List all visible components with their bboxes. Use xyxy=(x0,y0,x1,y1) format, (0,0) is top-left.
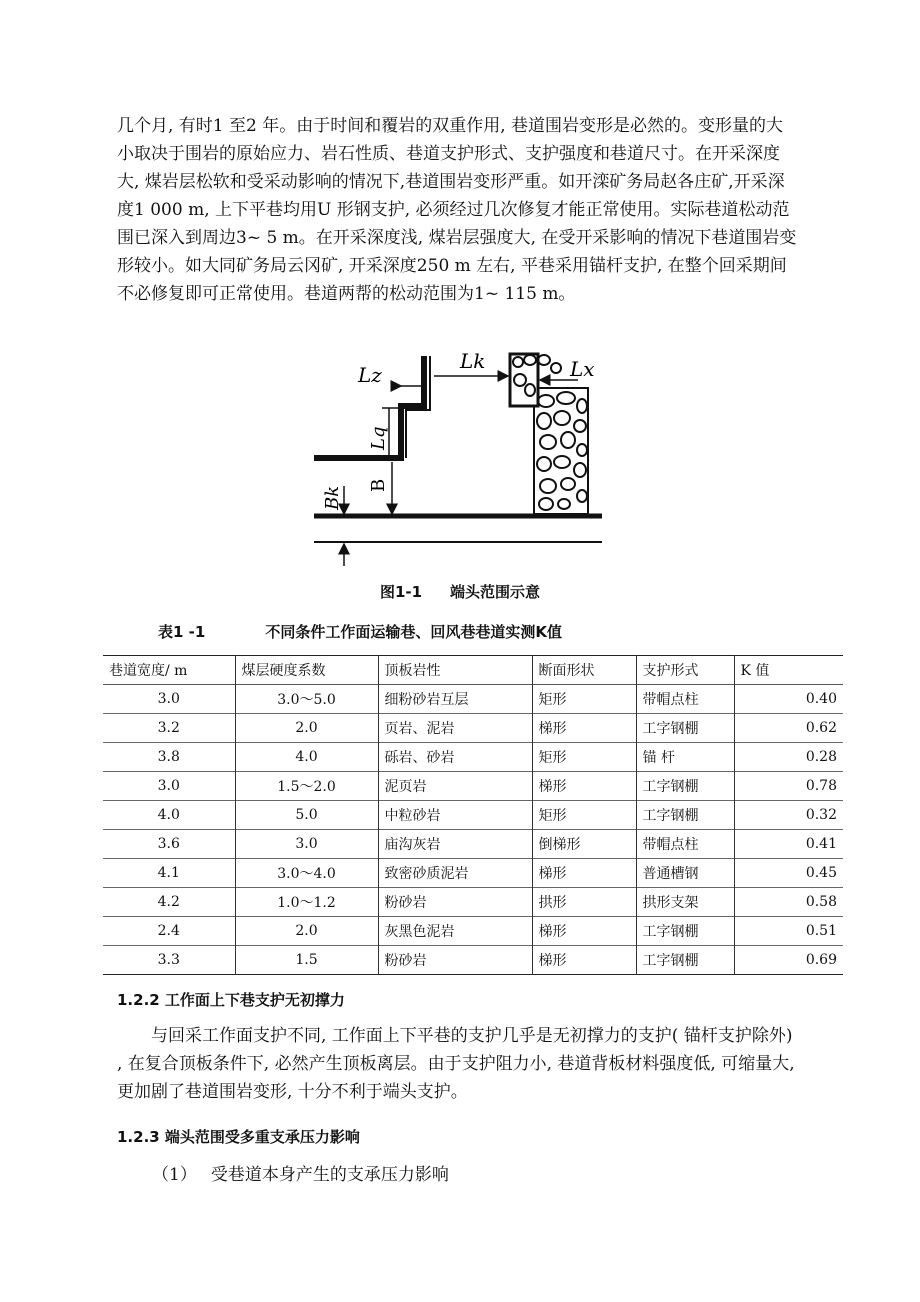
figure-number: 图1-1 xyxy=(379,583,423,601)
cell-support: 工字钢棚 xyxy=(636,917,734,946)
cell-roof-rock: 灰黑色泥岩 xyxy=(378,917,532,946)
table-row xyxy=(103,743,843,772)
cell-shape: 拱形 xyxy=(532,888,636,917)
cell-k: 0.78 xyxy=(734,772,843,801)
cell-shape: 梯形 xyxy=(532,859,636,888)
cell-roof-rock: 砾岩、砂岩 xyxy=(378,743,532,772)
cell-hardness: 3.0～5.0 xyxy=(235,685,378,714)
cell-k: 0.69 xyxy=(734,946,843,975)
cell-support: 工字钢棚 xyxy=(636,946,734,975)
table-row xyxy=(103,946,843,975)
cell-k: 0.45 xyxy=(734,859,843,888)
cell-hardness: 5.0 xyxy=(235,801,378,830)
cell-k: 0.40 xyxy=(734,685,843,714)
cell-width: 4.2 xyxy=(157,894,180,910)
cell-k: 0.51 xyxy=(734,917,843,946)
table-row xyxy=(103,772,843,801)
cell-support: 普通槽钢 xyxy=(636,859,734,888)
section-heading-1-2-3: 1.2.3 端头范围受多重支承压力影响 xyxy=(117,1128,360,1146)
cell-shape: 矩形 xyxy=(532,685,636,714)
header-k-value: K 值 xyxy=(734,656,843,685)
cell-width: 3.2 xyxy=(157,720,180,736)
table-header-row xyxy=(103,656,843,685)
cell-support: 锚 杆 xyxy=(636,743,734,772)
table-row xyxy=(103,685,843,714)
cell-shape: 倒梯形 xyxy=(532,830,636,859)
cell-hardness: 1.0～1.2 xyxy=(235,888,378,917)
cell-roof-rock: 庙沟灰岩 xyxy=(378,830,532,859)
k-value-table xyxy=(103,655,843,975)
cell-shape: 梯形 xyxy=(532,772,636,801)
list-item-number: （1） xyxy=(152,1165,197,1185)
cell-width: 3.3 xyxy=(157,952,180,968)
cell-shape: 矩形 xyxy=(532,743,636,772)
table-row xyxy=(103,714,843,743)
cell-width: 2.4 xyxy=(157,923,180,939)
cell-roof-rock: 页岩、泥岩 xyxy=(378,714,532,743)
cell-shape: 梯形 xyxy=(532,714,636,743)
label-b: B xyxy=(368,478,389,492)
table-number: 表1 -1 xyxy=(158,623,206,641)
cell-k: 0.32 xyxy=(734,801,843,830)
cell-roof-rock: 细粉砂岩互层 xyxy=(378,685,532,714)
cell-support: 带帽点柱 xyxy=(636,685,734,714)
figure-title: 端头范围示意 xyxy=(450,583,541,601)
cell-hardness: 1.5～2.0 xyxy=(235,772,378,801)
section-1-2-2-paragraph: 与回采工作面支护不同, 工作面上下平巷的支护几乎是无初撑力的支护( 锚杆支护除外) , 在复合顶板条件下, 必然产生顶板离层。由于支护阻力小, 巷道背板材料强度低, 可缩量大, 更加剧了巷道围岩变形, 十分不利于端头支护。 xyxy=(117,1026,795,1102)
list-item-text: 受巷道本身产生的支承压力影响 xyxy=(210,1165,449,1185)
cell-roof-rock: 致密砂质泥岩 xyxy=(378,859,532,888)
table-row xyxy=(103,888,843,917)
table-row xyxy=(103,859,843,888)
cell-width: 3.0 xyxy=(157,691,180,707)
label-lx: Lx xyxy=(570,357,595,381)
table-row xyxy=(103,801,843,830)
cell-width: 3.0 xyxy=(157,778,180,794)
cell-width: 4.0 xyxy=(157,807,180,823)
cell-k: 0.28 xyxy=(734,743,843,772)
cell-hardness: 2.0 xyxy=(235,714,378,743)
header-width: 巷道宽度/ m xyxy=(109,663,188,679)
cell-support: 工字钢棚 xyxy=(636,714,734,743)
cell-roof-rock: 中粒砂岩 xyxy=(378,801,532,830)
cell-k: 0.58 xyxy=(734,888,843,917)
figure-caption xyxy=(0,581,920,602)
cell-shape: 矩形 xyxy=(532,801,636,830)
label-lk: Lk xyxy=(460,349,486,373)
body-paragraph: 几个月, 有时1 至2 年。由于时间和覆岩的双重作用, 巷道围岩变形是必然的。变形量的大小取决于围岩的原始应力、岩石性质、巷道支护形式、支护强度和巷道尺寸。在开采深度大, 煤岩层松软和受采动影响的情况下,巷道围岩变形严重。如开滦矿务局赵各庄矿,开采深度1 000 m, 上下平巷均用U 形钢支护, 必须经过几次修复才能正常使用。实际巷道松动范围已深入到周边3~ 5 m。在开采深度浅, 煤岩层强度大, 在受开采影响的情况下巷道围岩变形较小。如大同矿务局云冈矿, 开采深度250 m 左右, 平巷采用锚杆支护, 在整个回采期间不必修复即可正常使用。巷道两帮的松动范围为1~ 115 m。 xyxy=(117,116,797,304)
header-section-shape: 断面形状 xyxy=(532,656,636,685)
cell-roof-rock: 泥页岩 xyxy=(378,772,532,801)
section-heading-1-2-2: 1.2.2 工作面上下巷支护无初撑力 xyxy=(117,991,345,1009)
end-area-diagram xyxy=(306,346,606,574)
label-lz: Lz xyxy=(358,363,382,387)
cell-hardness: 4.0 xyxy=(235,743,378,772)
cell-k: 0.41 xyxy=(734,830,843,859)
header-roof-rock: 顶板岩性 xyxy=(378,656,532,685)
cell-support: 工字钢棚 xyxy=(636,772,734,801)
cell-width: 3.6 xyxy=(157,836,180,852)
cell-shape: 梯形 xyxy=(532,917,636,946)
cell-hardness: 2.0 xyxy=(235,917,378,946)
cell-support: 拱形支架 xyxy=(636,888,734,917)
cell-hardness: 3.0～4.0 xyxy=(235,859,378,888)
cell-width: 3.8 xyxy=(157,749,180,765)
cell-roof-rock: 粉砂岩 xyxy=(378,946,532,975)
table-row xyxy=(103,917,843,946)
cell-hardness: 3.0 xyxy=(235,830,378,859)
label-lq: Lq xyxy=(368,426,389,450)
header-hardness: 煤层硬度系数 xyxy=(235,656,378,685)
table-title: 不同条件工作面运输巷、回风巷巷道实测K值 xyxy=(265,623,562,641)
table-caption xyxy=(158,621,562,642)
label-bk: Bk xyxy=(322,485,343,510)
cell-support: 工字钢棚 xyxy=(636,801,734,830)
cell-shape: 梯形 xyxy=(532,946,636,975)
cell-roof-rock: 粉砂岩 xyxy=(378,888,532,917)
cell-hardness: 1.5 xyxy=(235,946,378,975)
cell-support: 带帽点柱 xyxy=(636,830,734,859)
header-support-type: 支护形式 xyxy=(636,656,734,685)
cell-k: 0.62 xyxy=(734,714,843,743)
table-row xyxy=(103,830,843,859)
cell-width: 4.1 xyxy=(157,865,180,881)
stepped-face xyxy=(384,356,424,458)
list-item xyxy=(152,1160,449,1185)
